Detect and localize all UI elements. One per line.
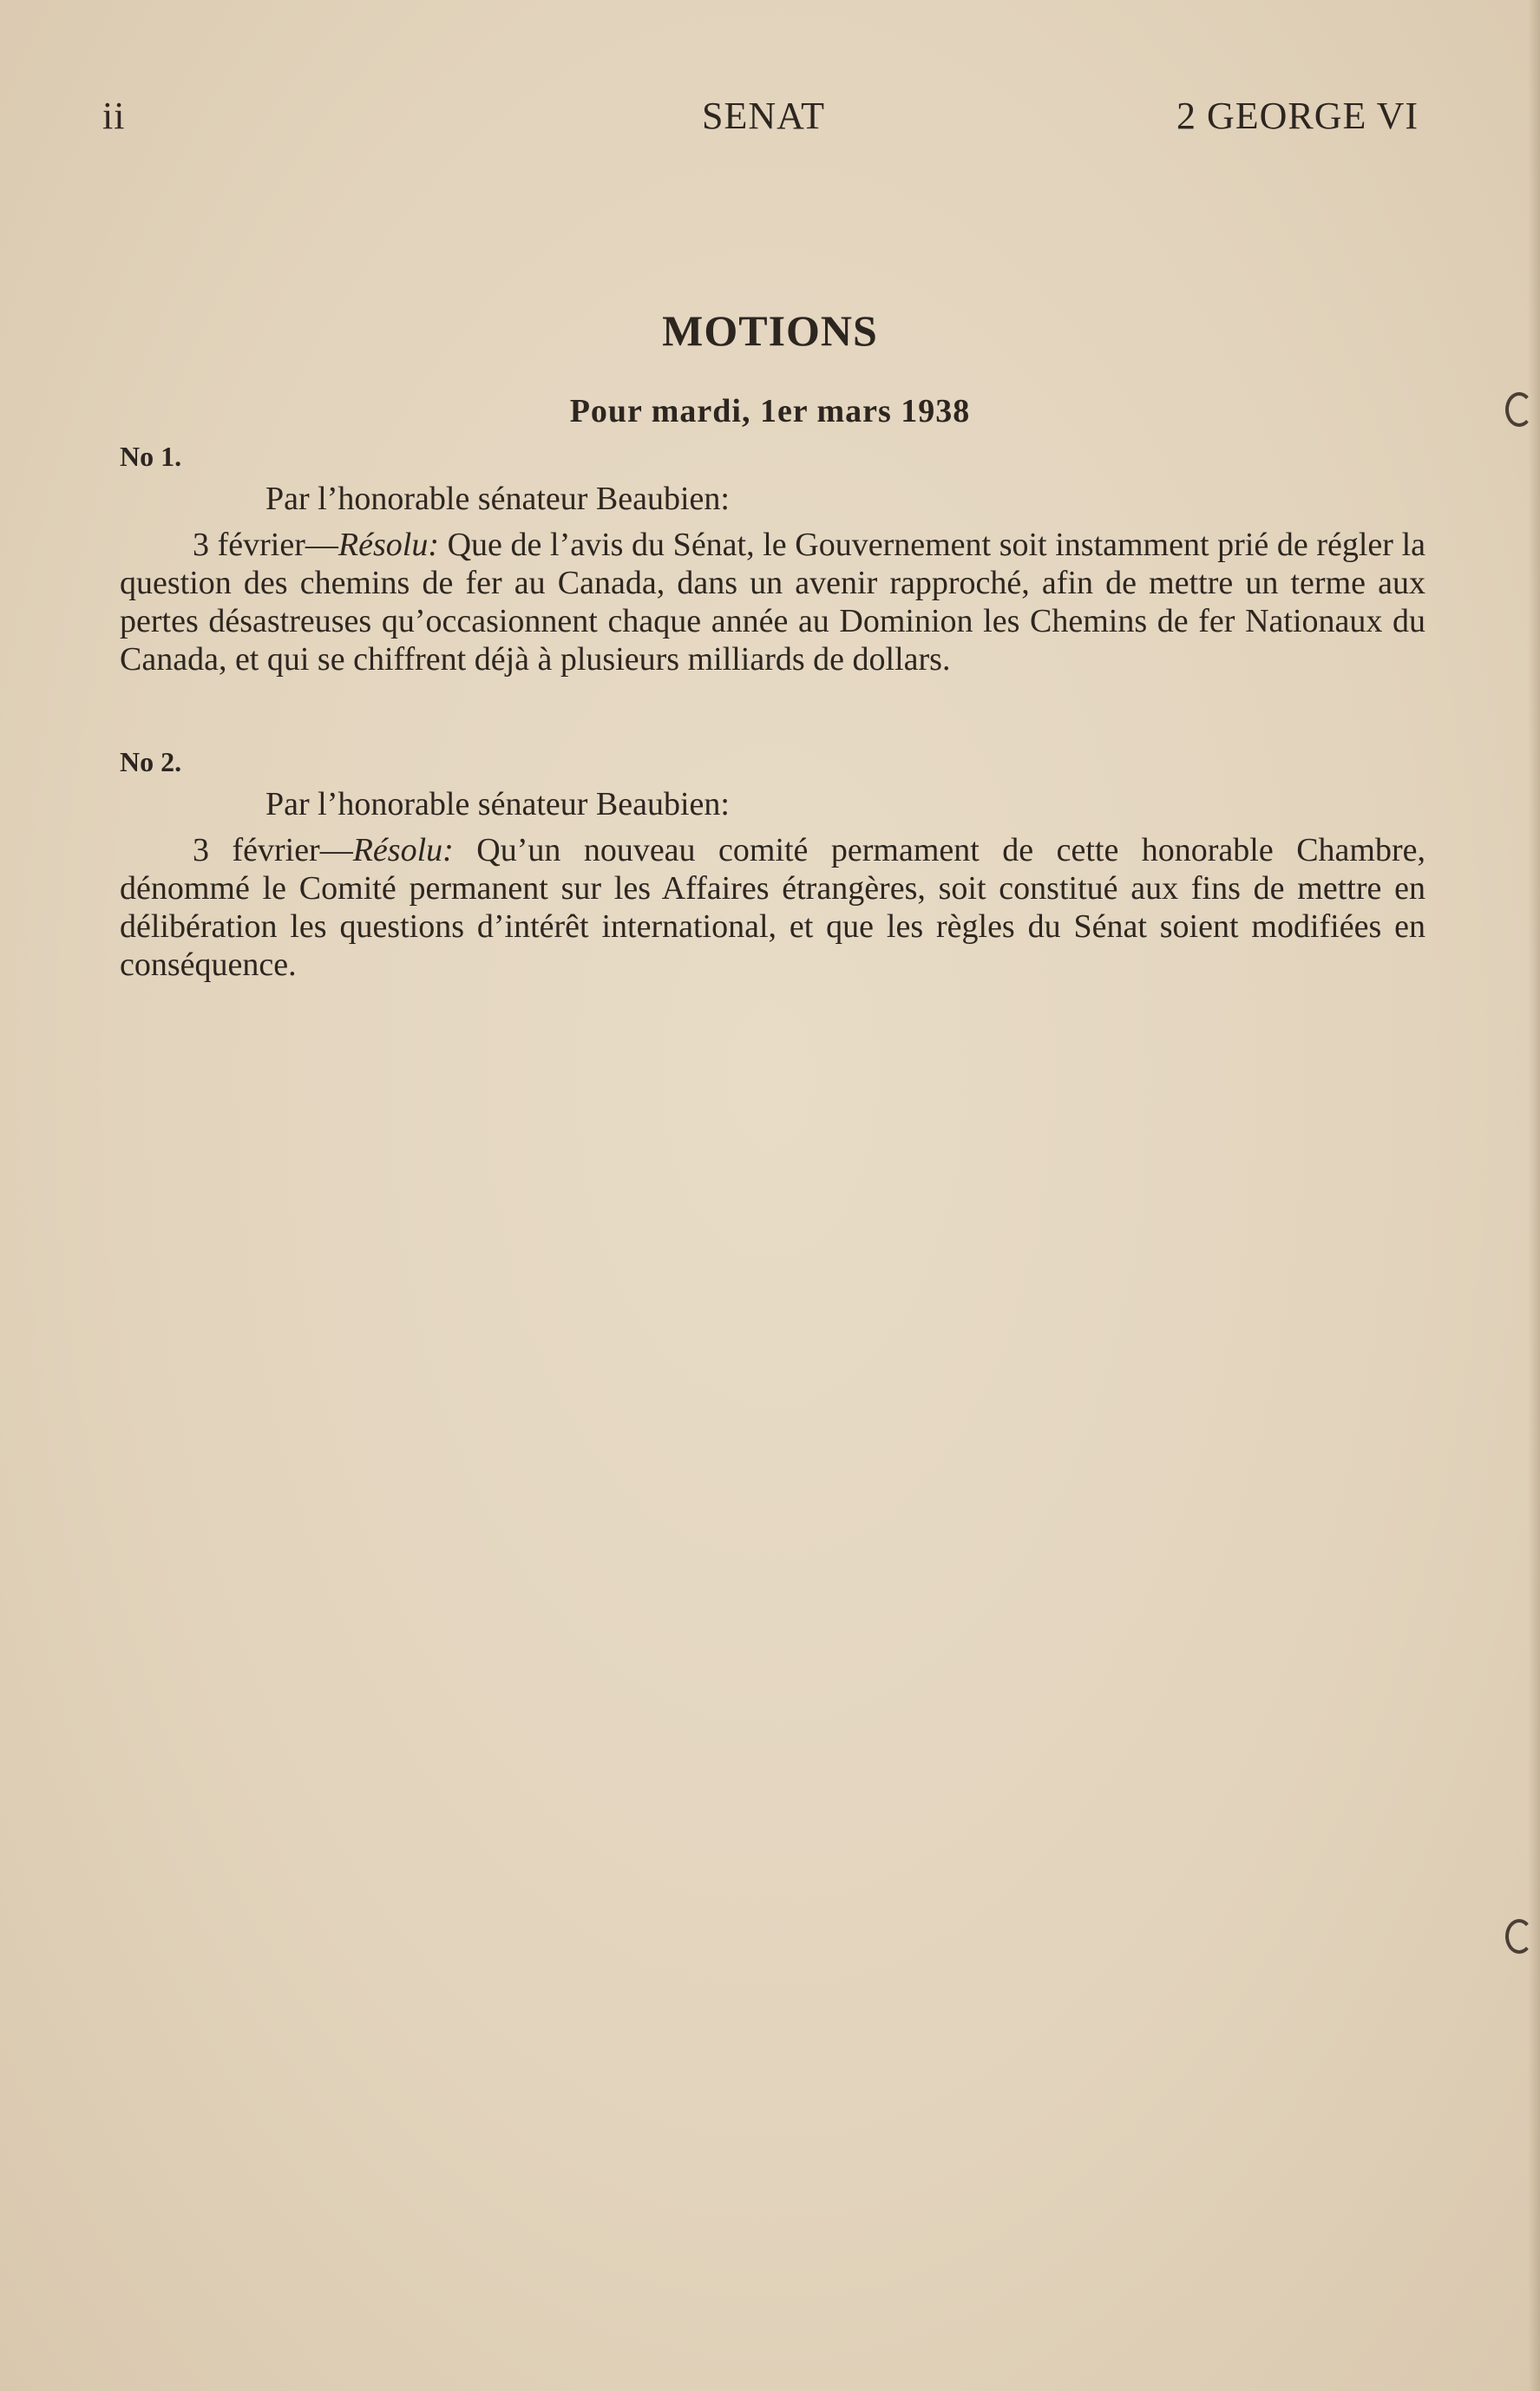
motion-entry xyxy=(120,746,1425,984)
motion-date: 3 février— xyxy=(193,832,353,868)
running-head xyxy=(0,94,1540,146)
page-edge-shadow xyxy=(1528,0,1540,2391)
motion-mover: Par l’honorable sénateur Beaubien: xyxy=(265,786,730,822)
motion-number: No 1. xyxy=(120,441,182,472)
motion-number: No 2. xyxy=(120,746,182,777)
motion-resolved-label: Résolu: xyxy=(337,527,439,563)
motion-date: 3 février— xyxy=(193,527,338,563)
page-folio: ii xyxy=(102,95,126,137)
binding-hole-mark xyxy=(1505,392,1533,427)
sitting-date-heading: Pour mardi, 1er mars 1938 xyxy=(569,393,971,429)
running-head-regnal-year: 2 GEORGE VI xyxy=(1176,95,1419,137)
running-head-title: SENAT xyxy=(702,95,825,137)
motion-body: Que de l’avis du Sénat, le Gouvernement soit instamment prié de régler la question des chemins de fer au Canada, dans un avenir rapproché, afin de mettre un terme aux pertes désastreuses qu’occasionnent chaque année au Dominion les Chemins de fer Nationaux du Canada, et qui se chiffrent déjà à plusieurs milliards de dollars. xyxy=(120,527,1426,678)
motion-resolved-label: Résolu: xyxy=(352,832,454,868)
motion-text xyxy=(120,526,1425,678)
motion-mover: Par l’honorable sénateur Beaubien: xyxy=(265,481,730,517)
page-title: MOTIONS xyxy=(662,306,878,355)
binding-hole-mark xyxy=(1505,1919,1533,1954)
motion-text xyxy=(120,831,1425,984)
motion-body: Qu’un nouveau comité permament de cette honorable Chambre, dénommé le Comité permanent sur les Affaires étrangères, soit constitué aux fins de mettre en délibération les questions d’intérêt international, et que les règles du Sénat soient modifiées en conséquence. xyxy=(120,832,1425,983)
motion-entry xyxy=(120,441,1425,678)
